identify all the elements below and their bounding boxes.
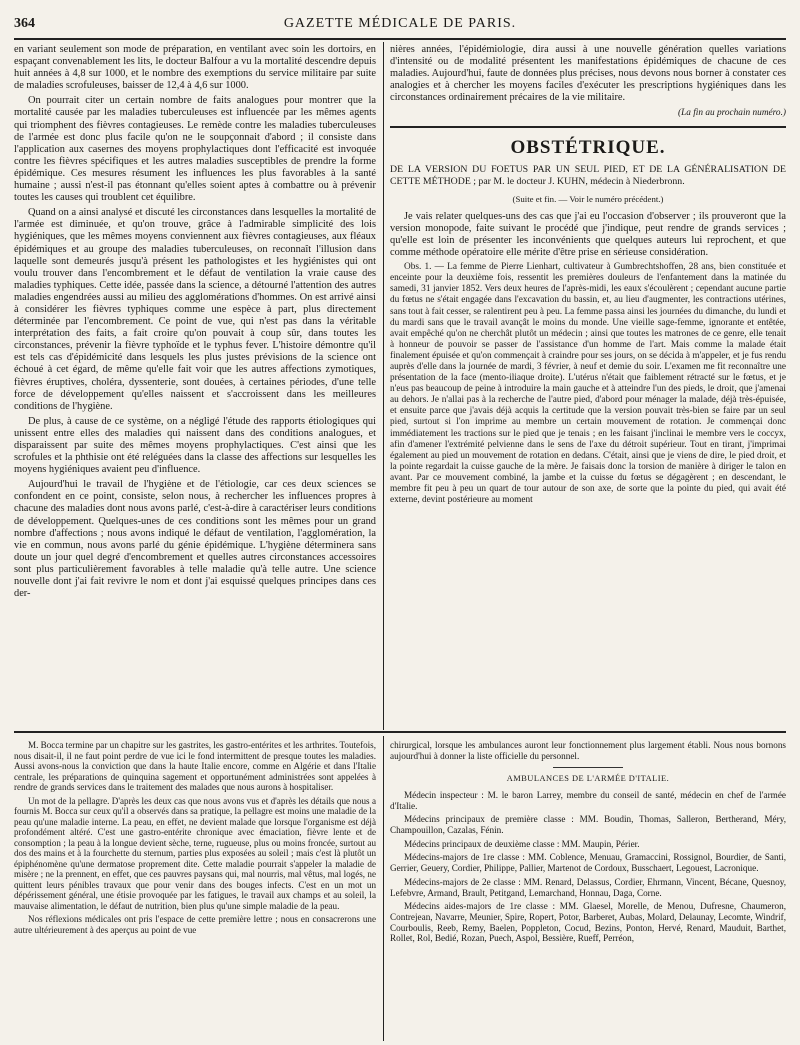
personnel-entry: Médecins principaux de première classe : MM. Boudin, Thomas, Salleron, Bertherand, Méry, Champouillon, Cazalas, Fénin. bbox=[390, 814, 786, 836]
observation-paragraph: Obs. 1. — La femme de Pierre Lienhart, cultivateur à Gumbrechtshoffen, 28 ans, bien constituée et enceinte pour la deuxième fois, ressentit les premières douleurs de l'enfantement dans la matinée du samedi, 31 janvier 1852. Vers deux heures de l'après-midi, les eaux s'écoulèrent ; cependant aucune partie du fœtus ne s'était engagée dans l'excavation du bassin, et, au lieu d'augmenter, les contractions utérines, sans tout à fait cesser, se ralentirent peu à peu. La femme passa ainsi les journées du dimanche, du lundi et du mardi sans que le travail avançât le moins du monde. Une vieille sage-femme, ignorante et entêtée, avait empêché qu'on ne cherchât plutôt un médecin ; ainsi que toutes les matrones de ce genre, elle tenait à honneur de pouvoir se passer de l'assistance d'un homme de l'art. Mais comme la malade était finalement épuisée et qu'on commençait à craindre pour ses jours, on se décida à m'appeler, et je fus rendu auprès d'elle dans la journée de mardi, 3 février, à neuf et demie du soir. L'examen me fit reconnaître une présentation de la face (mento-iliaque droite). L'utérus n'était que faiblement rétracté sur le fœtus, et je n'eus pas beaucoup de peine à introduire la main gauche et à atteindre l'un des pieds, le droit, que j'amenai au dehors. Je n'allai pas à la recherche de l'autre pied, d'abord pour ménager la malade, déjà très-épuisée, et ensuite parce que j'avais déjà acquis la certitude que la version pouvait très-bien se faire par un seul pied, surtout si l'on imprime au membre un certain mouvement de rotation. Je commençai donc immédiatement les tractions sur le pied que je tenais ; en les faisant j'inclinai le membre vers le coccyx, afin d'amener l'extrémité pelvienne dans le sens de l'axe du détroit supérieur. Tout en tirant, j'imprimai également au pied un mouvement de rotation en dedans. C'était, ainsi que je viens de dire, le pied droit, et la pointe regardait la cuisse gauche de la mère. Je faisais donc la torsion de manière à diriger le talon en avant. Par ce mouvement combiné, la jambe et la cuisse du fœtus se dégagèrent ; en descendant, le membre fit peu à peu un quart de tour autour de son axe, de sorte que la pointe du pied, qui avait été externe, devint postérieure au moment bbox=[390, 262, 786, 506]
page-number: 364 bbox=[14, 16, 35, 31]
personnel-entry: Médecins principaux de deuxième classe : MM. Maupin, Périer. bbox=[404, 838, 640, 849]
personnel-entry: Médecin inspecteur : M. le baron Larrey, membre du conseil de santé, médecin en chef de l'armée d'Italie. bbox=[390, 789, 786, 811]
header-rule bbox=[14, 38, 786, 40]
bottom-left-column bbox=[14, 740, 376, 1040]
paragraph: De plus, à cause de ce système, on a négligé l'étude des rapports étiologiques qui unissent entre elles des maladies qui naissent dans des conditions analogues, et disparaissent par suite des mêmes moyens prophylactiques. C'est ainsi que les scrofules et la phthisie ont été reléguées dans la classe des affections sur lesquelles les moyens hygiéniques avaient peu d'influence. bbox=[14, 415, 376, 476]
journal-title: GAZETTE MÉDICALE DE PARIS. bbox=[283, 16, 517, 31]
paragraph: en variant seulement son mode de préparation, en ventilant avec soin les dortoirs, en espaçant convenablement les lits, le docteur Balfour a vu la mortalité descendre depuis huit années à 4,8 sur 1000, et le nombre des exemptions du service militaire par suite de maladies scrofuleuses, baisser de 12,4 à 4,6 sur 1000. bbox=[14, 44, 376, 92]
personnel-entry: Médecins-majors de 1re classe : MM. Coblence, Menuau, Gramaccini, Rossignol, Bourdier, de Santi, Gerrier, Geuery, Cordier, Philippe, Pallier, Martenot de Cordoux, Busschaert, Legouest, Lacronique. bbox=[390, 852, 786, 874]
left-column bbox=[14, 44, 376, 727]
to-be-continued-note: (La fin au prochain numéro.) bbox=[677, 108, 786, 119]
paragraph: Je vais relater quelques-uns des cas que j'ai eu l'occasion d'observer ; ils prouveront que la version monopode, faite suivant le procédé que j'indique, peut rendre de grands services ; qu'elle est loin de présenter les inconvénients que quelques auteurs lui reprochent, et que comme méthode opératoire elle mérite d'être prise en sérieuse considération. bbox=[390, 210, 786, 259]
personnel-entry: Médecins-majors de 2e classe : MM. Renard, Delassus, Cordier, Ehrmann, Vincent, Bécane, Quesnoy, Lefebvre, Armand, Brault, Petitgand, Lemarchand, Honnau, Daga, Corne. bbox=[390, 876, 786, 898]
article-title: DE LA VERSION DU FOETUS PAR UN SEUL PIED, ET DE LA GÉNÉRALISATION DE CETTE MÉTHODE ; par M. le docteur J. KUHN, médecin à Niederbronn. bbox=[390, 163, 786, 187]
paragraph: Aujourd'hui le travail de l'hygiène et de l'étiologie, car ces deux sciences se confondent en ce point, consiste, selon nous, à rechercher les influences propres à chacune des maladies dont nous avons parlé, c'est-à-dire à caractériser leurs conditions de développement. Quelques-unes de ces conditions sont les mêmes pour un grand nombre d'affections ; nous avons indiqué le défaut de ventilation, l'agglomération, la vie en commun, nous avons parlé du génie épidémique. L'hygiène déterminera sans doute un jour quel degré d'encombrement et quelles autres circonstances accessoires sont plus particulièrement favorables à telle maladie qu'à telle autre. Une science nouvelle dont j'ai fait revivre le nom et dont j'ai esquissé quelques principes dans ces der- bbox=[14, 479, 376, 600]
feuilleton-rule bbox=[14, 731, 786, 733]
paragraph: Nos réflexions médicales ont pris l'espace de cette première lettre ; nous en consacrerons une autre ultérieurement à des aperçus au point de vue bbox=[14, 914, 376, 935]
column-divider bbox=[383, 42, 384, 730]
paragraph: chirurgical, lorsque les ambulances auront leur fonctionnement plus largement établi. Nous nous bornons aujourd'hui à donner la liste officielle du personnel. bbox=[390, 740, 786, 761]
section-heading: OBSTÉTRIQUE. bbox=[510, 136, 666, 158]
right-column bbox=[390, 44, 786, 727]
paragraph: M. Bocca termine par un chapitre sur les gastrites, les gastro-entérites et les arthrites. Toutefois, nous disait-il, il ne faut point perdre de vue ici le fond intermittent de presque toutes les maladies. Aussi avons-nous la conviction que dans la haute Italie encore, comme en Algérie et dans l'Italie centrale, les préparations de quinquina sagement et opportunément administrées sont appelées à rendre de grands services dans le traitement des malades que nous aurons à hospitaliser. bbox=[14, 740, 376, 792]
paragraph: On pourrait citer un certain nombre de faits analogues pour montrer que la mortalité causée par les maladies tuberculeuses est influencée par les mêmes agents qui triomphent des fièvres contagieuses. Le remède contre les maladies tuberculeuses de l'armée est donc plus facile qu'on ne le soupçonnait d'abord ; il consiste dans l'application aux casernes des moyens prophylactiques dont l'efficacité est invoquée contre les fièvres spécifiques et les autres maladies susceptibles de prendre la forme épidémique. Ces mesures résument les influences les plus favorables à la santé humaine ; aussi n'est-il pas étonnant qu'elles soient aptes à combattre ou à prévenir toutes les causes qui troublent cet équilibre. bbox=[14, 95, 376, 204]
small-divider bbox=[553, 767, 623, 768]
paragraph: Un mot de la pellagre. D'après les deux cas que nous avons vus et d'après les détails que nous a fournis M. Bocca sur ceux qu'il a observés dans sa pratique, la pellagre est moins une maladie de la peau qu'une maladie interne. La peau, en effet, ne devient malade que lorsque l'organisme est déjà profondément altéré. C'est une gastro-entérite chronique avec émaciation, fièvre lente et de consomption ; la peau à la longue devient sèche, terne, rugueuse, plus ou moins froncée, surtout au dos des mains et à la fourchette du sternum, parties plus exposées au soleil ; mais c'est là plutôt un épiphénomène qu'une dermatose proprement dite. Cette maladie pourrait s'appeler la maladie de misère ; ne la prennent, en effet, que ces pauvres paysans qui, mal nourris, mal vêtus, mal logés, ne quittent leurs pénibles travaux que pour venir dans des bouges infects. C'est en un mot un dépérissement général, une étisie provoquée par les fatigues, le travail aux champs et au soleil, la mauvaise alimentation, le défaut de nutrition, bien plus qu'une simple maladie de la peau. bbox=[14, 795, 376, 911]
section-rule bbox=[390, 126, 786, 128]
personnel-entry: Médecins aides-majors de 1re classe : MM. Glaesel, Morelle, de Menou, Dufresne, Chaumeron, Contrejean, Navarre, Meunier, Spire, Ropert, Potor, Barberet, Aubas, Molard, Delaunay, Lecomte, Windrif, Courboulis, Reeb, Remy, Baelen, Poppleton, Cocud, Bezins, Ponton, Hervé, Renard, Mauduit, Barthet, Rollet, Rol, Bedié, Rozan, Puech, Aspol, Bessière, Rueff, Perréon, bbox=[390, 901, 786, 944]
bottom-right-column bbox=[390, 740, 786, 1040]
column-divider bbox=[383, 736, 384, 1041]
paragraph: Quand on a ainsi analysé et discuté les circonstances dans lesquelles la mortalité de l'armée est diminuée, et qu'on trouve, grâce à l'admirable simplicité des lois hygiéniques, que les mêmes moyens conviennent aux fièvres contagieuses, aux fléaux épidémiques et au groupe des maladies tuberculeuses, on reconnaît l'illusion dans laquelle sont demeurés jusqu'à présent les pathologistes et les hygiénistes qui ont voulu trouver dans l'encombrement et le défaut de ventilation la vraie cause des maladies typhiques. Cette idée, passée dans la science, a détourné l'attention des autres maladies engendrées aussi au milieu des agglomérations d'hommes. On est arrivé ainsi à considérer les fièvres typhiques comme une espèce à part, plus directement déterminée par l'encombrement. Ce point de vue, qui n'est pas dans la véritable interprétation des faits, a fait croire qu'on pouvait à coup sûr, dans toutes les circonstances, prévenir la fièvre typhoïde et le typhus fever. L'histoire démontre qu'il est tels cas d'épidémicité dans lesquels les plus justes prévisions de la science ont échoué à cet égard, de même qu'elle fait voir que les autres affections zymotiques, fièvres éruptives, choléra, dyssenterie, sont douées, à certaines périodes, d'une telle force de développement qu'elles naissent et s'accroissent dans les meilleures conditions de l'hygiène. bbox=[14, 207, 376, 412]
paragraph: nières années, l'épidémiologie, dira aussi à une nouvelle génération quelles variations d'intensité ou de modalité présentent les manifestations épidémiques de chacune de ces maladies. Aujourd'hui, faute de données plus précises, nous devons nous borner à constater ces analogies et à chercher les moyens faciles d'exécuter les prescriptions hygiéniques dans les circonstances ordinairement précaires de la vie militaire. bbox=[390, 44, 786, 104]
ambulance-list-title: AMBULANCES DE L'ARMÉE D'ITALIE. bbox=[506, 774, 670, 784]
page-header bbox=[14, 14, 786, 36]
continued-note: (Suite et fin. — Voir le numéro précédent.) bbox=[512, 193, 664, 204]
